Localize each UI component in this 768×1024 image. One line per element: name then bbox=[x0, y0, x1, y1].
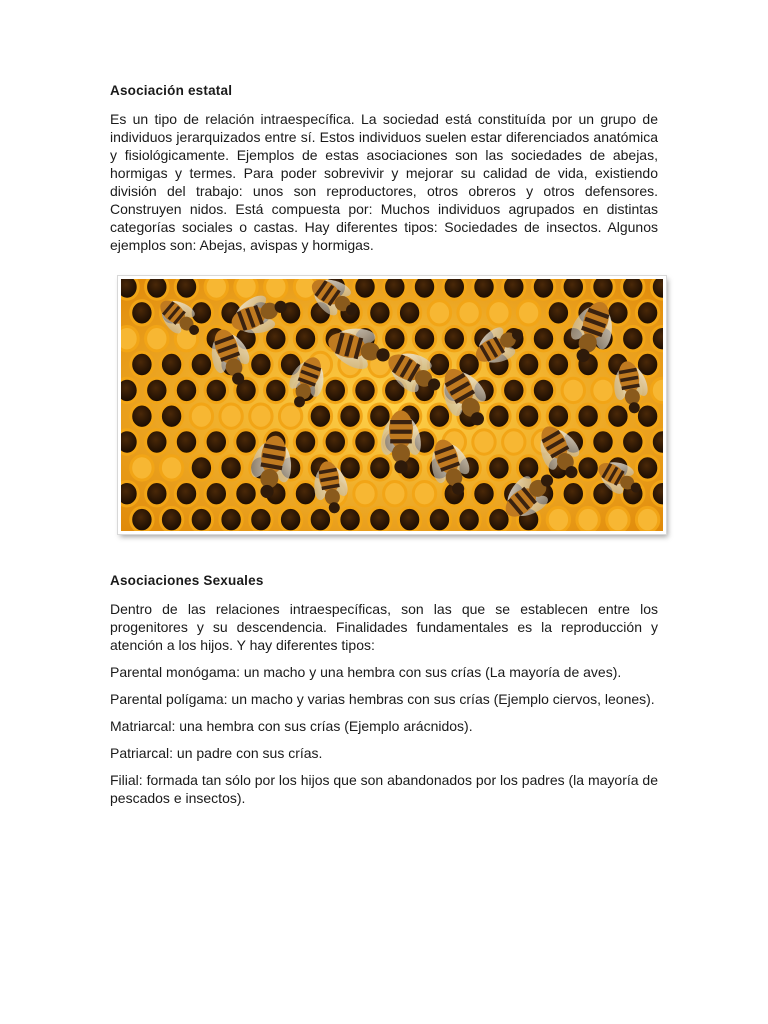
honeycomb-cell bbox=[235, 482, 257, 506]
honeycomb-cell bbox=[413, 482, 435, 506]
honeycomb-cell bbox=[324, 430, 346, 454]
honeycomb-cell bbox=[592, 430, 614, 454]
honeycomb-cell bbox=[175, 482, 197, 506]
honeycomb-cell bbox=[250, 352, 272, 376]
honeycomb-cell bbox=[428, 507, 450, 531]
honeycomb-cell bbox=[220, 456, 242, 480]
honeycomb-cell bbox=[146, 378, 168, 402]
honeycomb-cell bbox=[473, 430, 495, 454]
honeycomb-cell bbox=[547, 352, 569, 376]
honeycomb-cell bbox=[131, 352, 153, 376]
honeycomb-cell bbox=[622, 327, 644, 351]
bee-stripe bbox=[390, 439, 412, 443]
paragraph-parental-monogama: Parental monógama: un macho y una hembra con sus crías (La mayoría de aves). bbox=[110, 664, 622, 680]
bee-stripe bbox=[390, 430, 412, 434]
honeycomb-cell bbox=[205, 279, 227, 299]
honeycomb-cell bbox=[517, 301, 539, 325]
honeycomb-cell bbox=[473, 482, 495, 506]
honeycomb-cell bbox=[636, 507, 658, 531]
honeycomb-cell bbox=[121, 482, 138, 506]
honeycomb-cell bbox=[339, 404, 361, 428]
honeycomb-cell bbox=[488, 404, 510, 428]
honeycomb-cell bbox=[413, 279, 435, 299]
honeycomb-cell bbox=[279, 507, 301, 531]
paragraph-intro: Dentro de las relaciones intraespecíficas, son las que se establecen entre los progenitores y su descendencia. Finalidades fundamentales es la reproducción y atención a los hijos. Y hay diferentes tipos: bbox=[110, 601, 658, 653]
honeycomb-cell bbox=[369, 456, 391, 480]
honeycomb-cell bbox=[547, 507, 569, 531]
honeycomb-cell bbox=[160, 404, 182, 428]
honeycomb-cell bbox=[517, 352, 539, 376]
honeycomb-cell bbox=[205, 430, 227, 454]
honeycomb-cell bbox=[205, 378, 227, 402]
honeycomb-cell bbox=[503, 430, 525, 454]
honeycomb-cell bbox=[458, 301, 480, 325]
honeycomb-cell bbox=[220, 404, 242, 428]
honeycomb-cell bbox=[503, 279, 525, 299]
honeycomb-cell bbox=[398, 301, 420, 325]
honeycomb-cell bbox=[562, 279, 584, 299]
honeycomb-cell bbox=[592, 279, 614, 299]
honeycomb-cell bbox=[294, 327, 316, 351]
honeycomb-cell bbox=[294, 430, 316, 454]
honeycomb-cell bbox=[607, 404, 629, 428]
bee-head bbox=[394, 460, 407, 473]
honeycomb-cell bbox=[294, 482, 316, 506]
honeycomb-cell bbox=[532, 378, 554, 402]
honeycomb-cell bbox=[175, 279, 197, 299]
honeycomb-cell bbox=[354, 430, 376, 454]
honeycomb-cell bbox=[369, 301, 391, 325]
honeycomb-cell bbox=[131, 301, 153, 325]
honeycomb-cell bbox=[309, 507, 331, 531]
honeycomb-cell bbox=[517, 404, 539, 428]
honeycomb-cell bbox=[250, 507, 272, 531]
honeycomb-cell bbox=[562, 482, 584, 506]
honeycomb-cell bbox=[131, 507, 153, 531]
honeycomb-cell bbox=[577, 456, 599, 480]
honeycomb-cell bbox=[562, 378, 584, 402]
honeycomb-cell bbox=[160, 456, 182, 480]
honeycomb-cell bbox=[458, 507, 480, 531]
honeycomb-cell bbox=[121, 279, 138, 299]
honeycomb-cell bbox=[651, 482, 663, 506]
bees-honeycomb-illustration bbox=[121, 279, 663, 531]
honeycomb-cell bbox=[190, 352, 212, 376]
honeycomb-cell bbox=[339, 507, 361, 531]
honeycomb-cell bbox=[146, 430, 168, 454]
honeycomb-cell bbox=[532, 279, 554, 299]
honeycomb-cell bbox=[547, 301, 569, 325]
honeycomb-cell bbox=[265, 378, 287, 402]
document-page bbox=[110, 82, 658, 816]
honeycomb-cell bbox=[473, 279, 495, 299]
honeycomb-cell bbox=[190, 456, 212, 480]
honeycomb-cell bbox=[503, 378, 525, 402]
honeycomb-cell bbox=[428, 301, 450, 325]
honeycomb-cell bbox=[190, 507, 212, 531]
honeycomb-cell bbox=[384, 327, 406, 351]
honeycomb-cell bbox=[235, 279, 257, 299]
honeycomb-cell bbox=[190, 404, 212, 428]
honeycomb-cell bbox=[250, 404, 272, 428]
honeycomb-cell bbox=[160, 352, 182, 376]
honeycomb-cell bbox=[607, 507, 629, 531]
honeycomb-cell bbox=[651, 430, 663, 454]
honeycomb-cell bbox=[265, 279, 287, 299]
honeycomb-cell bbox=[205, 482, 227, 506]
honeycomb-cell bbox=[131, 456, 153, 480]
honeycomb-cell bbox=[488, 456, 510, 480]
honeycomb-cell bbox=[384, 279, 406, 299]
honeycomb-cell bbox=[175, 378, 197, 402]
paragraph-patriarcal: Patriarcal: un padre con sus crías. bbox=[110, 745, 323, 761]
honeycomb-cell bbox=[488, 301, 510, 325]
honeycomb-cell bbox=[121, 378, 138, 402]
honeycomb-cell bbox=[651, 378, 663, 402]
section-heading-asociaciones-sexuales: Asociaciones Sexuales bbox=[110, 573, 264, 588]
honeycomb-cell bbox=[384, 482, 406, 506]
honeycomb-cell bbox=[443, 327, 465, 351]
bee-stripe bbox=[390, 420, 412, 424]
honeycomb-cell bbox=[235, 430, 257, 454]
honeycomb-cell bbox=[121, 430, 138, 454]
honeycomb-cell bbox=[160, 507, 182, 531]
honeycomb-cell bbox=[592, 378, 614, 402]
honeycomb-cell bbox=[547, 404, 569, 428]
honeycomb-cell bbox=[146, 327, 168, 351]
section-asociaciones-sexuales bbox=[110, 572, 658, 807]
honeycomb-cell bbox=[354, 482, 376, 506]
honeycomb-cell bbox=[354, 378, 376, 402]
section-heading-asociacion-estatal: Asociación estatal bbox=[110, 83, 233, 98]
honeycomb-cell bbox=[443, 279, 465, 299]
paragraph-asociacion-estatal: Es un tipo de relación intraespecífica. La sociedad está constituída por un grupo de individuos jerarquizados entre sí. Estos individuos suelen estar diferenciados anatómica y fisiológicamente. Ejemplos de estas asociaciones son las sociedades de abejas, hormigas y termes. Para poder sobrevivir y mejorar su calidad de vida, existiendo división del trabajo: unos son reproductores, otros obreros y otros defensores. Construyen nidos. Está compuesta por: Muchos individuos agrupados en distintas categorías sociales o castas. Hay diferentes tipos: Sociedades de insectos. Algunos ejemplos son: Abejas, avispas y hormigas. bbox=[110, 111, 658, 253]
honeycomb-cell bbox=[354, 279, 376, 299]
honeycomb-cell bbox=[636, 301, 658, 325]
honeycomb-cell bbox=[146, 482, 168, 506]
honeycomb-cell bbox=[428, 404, 450, 428]
paragraph-matriarcal: Matriarcal: una hembra con sus crías (Ejemplo arácnidos). bbox=[110, 718, 473, 734]
paragraph-parental-poligama: Parental polígama: un macho y varias hembras con sus crías (Ejemplo ciervos, leones). bbox=[110, 691, 655, 707]
honeycomb-cell bbox=[413, 327, 435, 351]
honeycomb-cell bbox=[369, 507, 391, 531]
honeycomb-cell bbox=[577, 507, 599, 531]
honeycomb-cell bbox=[131, 404, 153, 428]
honeycomb-cell bbox=[651, 327, 663, 351]
honeycomb-cell bbox=[636, 456, 658, 480]
honeycomb-cell bbox=[577, 404, 599, 428]
honeycomb-cell bbox=[279, 404, 301, 428]
honeycomb-cell bbox=[146, 279, 168, 299]
paragraph-filial: Filial: formada tan sólo por los hijos que son abandonados por los padres (la mayoría de pescados e insectos). bbox=[110, 772, 658, 806]
honeycomb-cell bbox=[622, 279, 644, 299]
honeycomb-cell bbox=[220, 507, 242, 531]
honeycomb-cell bbox=[309, 404, 331, 428]
honeycomb-cell bbox=[121, 327, 138, 351]
bees-honeycomb-image bbox=[118, 276, 666, 534]
honeycomb-cell bbox=[324, 378, 346, 402]
honeycomb-cell bbox=[622, 430, 644, 454]
honeycomb-cell bbox=[398, 507, 420, 531]
honeycomb-cell bbox=[532, 327, 554, 351]
honeycomb-cell bbox=[175, 430, 197, 454]
